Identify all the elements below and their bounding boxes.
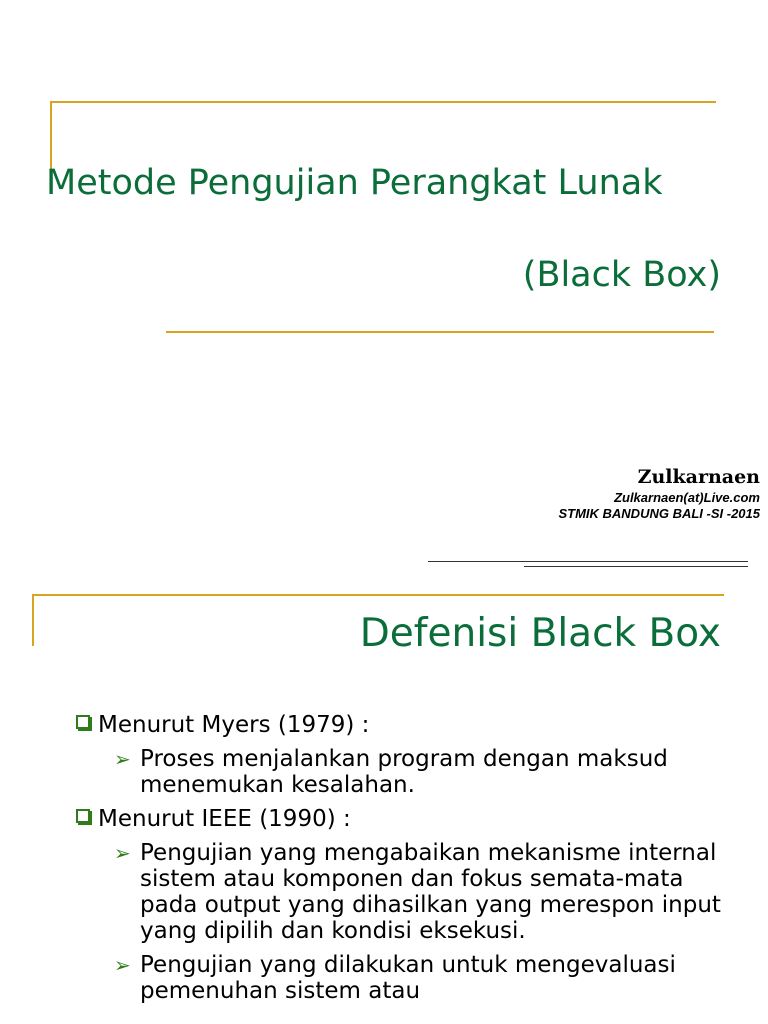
sub-list-item	[114, 746, 736, 798]
sub-list-item	[114, 840, 736, 944]
hollow-square-bullet-icon	[76, 809, 90, 823]
list-item	[76, 712, 736, 738]
arrow-bullet-icon: ➢	[114, 841, 131, 865]
list-item-text: Menurut Myers (1979) :	[98, 712, 370, 738]
title-underline	[166, 331, 714, 333]
sub-list-item-text: Proses menjalankan program dengan maksud menemukan kesalahan.	[140, 746, 668, 798]
slide2-top-frame-line	[32, 594, 724, 596]
author-email: Zulkarnaen(at)Live.com	[614, 490, 760, 505]
sub-list-item	[114, 952, 736, 1004]
hollow-square-bullet-icon	[76, 715, 90, 729]
author-name: Zulkarnaen	[637, 466, 760, 488]
footer-rule-1	[428, 561, 748, 562]
sub-list-item-text: Pengujian yang dilakukan untuk mengevaluasi pemenuhan sistem atau	[140, 952, 676, 1004]
list-item	[76, 806, 736, 832]
author-affiliation: STMIK BANDUNG BALI -SI -2015	[558, 506, 760, 521]
slide2-left-frame-line	[32, 594, 34, 646]
slide2-title: Defenisi Black Box	[359, 611, 721, 656]
slide-title-line-2: (Black Box)	[522, 255, 721, 295]
top-frame-line	[50, 101, 716, 103]
arrow-bullet-icon: ➢	[114, 953, 131, 977]
footer-rule-2	[524, 566, 748, 567]
bullet-list	[76, 712, 736, 1012]
sub-list-item-text: Pengujian yang mengabaikan mekanisme internal sistem atau komponen dan fokus semata-mata pada output yang dihasilkan yang merespon input yang dipilih dan kondisi eksekusi.	[140, 840, 721, 944]
arrow-bullet-icon: ➢	[114, 747, 131, 771]
slide-title-line-1: Metode Pengujian Perangkat Lunak	[46, 163, 663, 203]
list-item-text: Menurut IEEE (1990) :	[98, 806, 351, 832]
